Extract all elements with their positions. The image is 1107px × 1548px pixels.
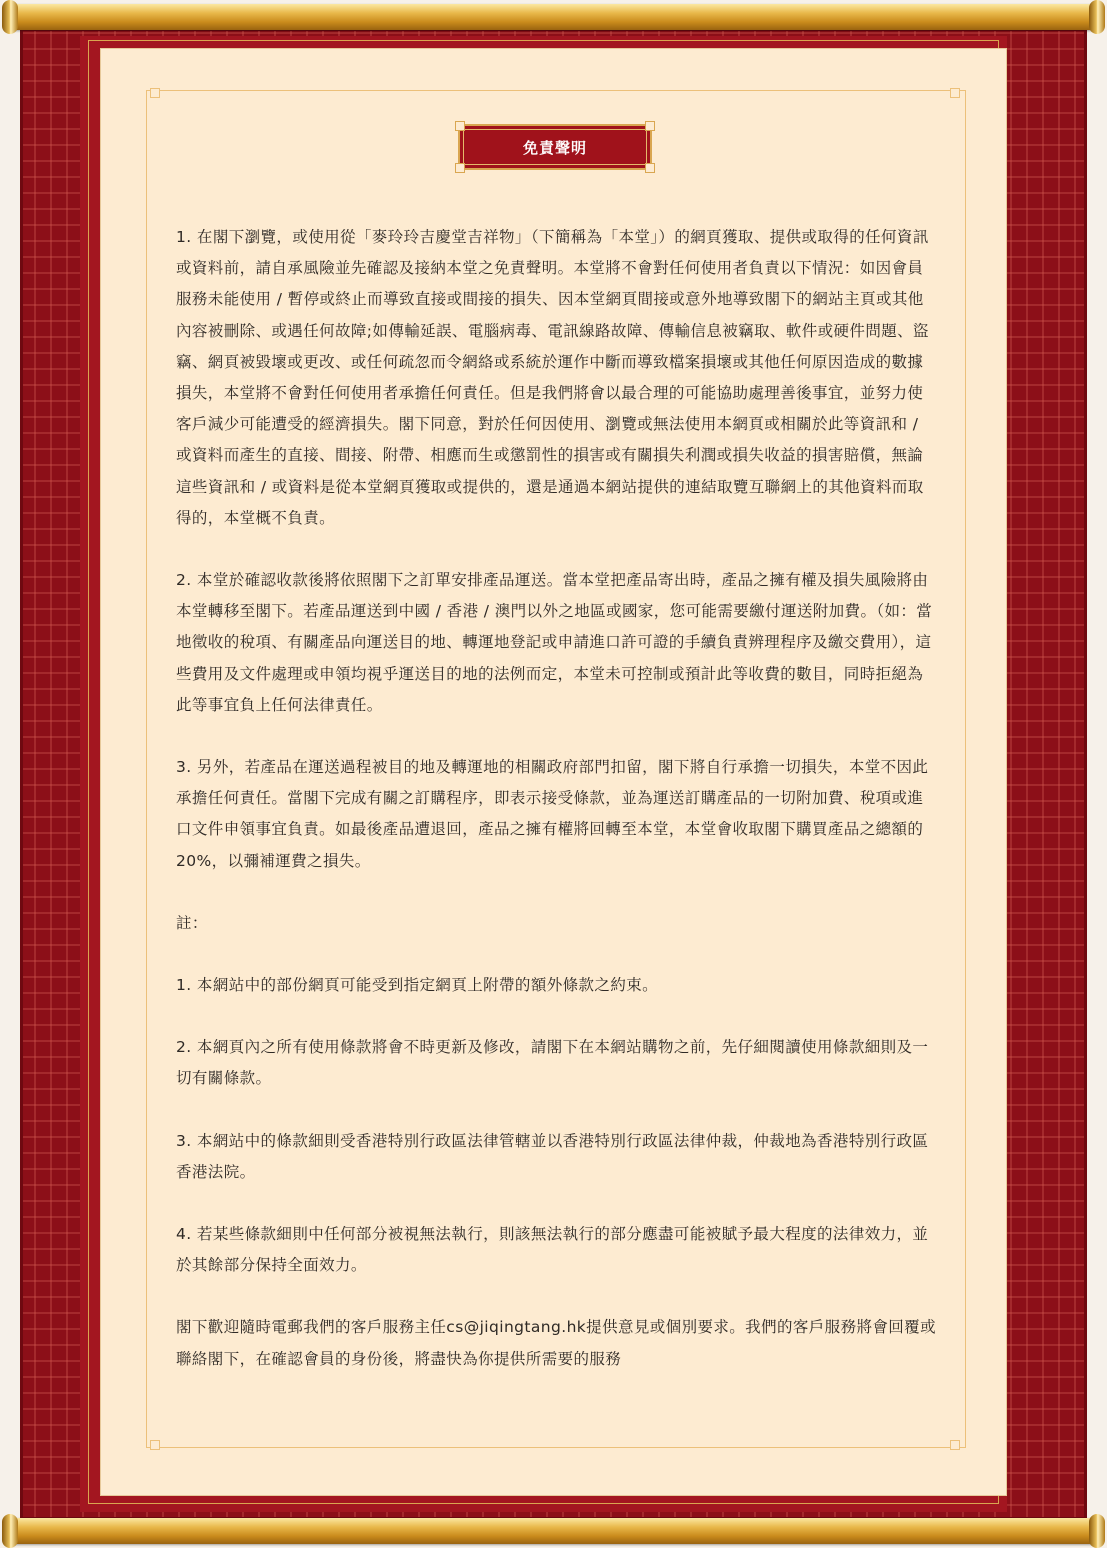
contact-paragraph: 閣下歡迎隨時電郵我們的客戶服務主任cs@jiqingtang.hk提供意見或個別要求。我們的客戶服務將會回覆或聯絡閣下，在確認會員的身份後，將盡快為你提供所需要的服務 <box>176 1318 936 1368</box>
top-scroll-rod <box>4 4 1103 30</box>
frame-corner-bl <box>150 1440 160 1450</box>
note-3: 3. 本網站中的條款細則受香港特別行政區法律管轄並以香港特別行政區法律仲裁，仲裁地為香港特別行政區香港法院。 <box>176 1131 929 1181</box>
rod-end-right <box>1089 0 1105 34</box>
rod-end-right <box>1089 1514 1105 1548</box>
badge-notch <box>645 163 655 173</box>
badge-notch <box>455 163 465 173</box>
bottom-scroll-rod <box>4 1518 1103 1544</box>
page-title-text: 免責聲明 <box>522 138 587 157</box>
paragraph-3: 3. 另外，若產品在運送過程被目的地及轉運地的相關政府部門扣留，閣下將自行承擔一切損失，本堂不因此承擔任何責任。當閣下完成有關之訂購程序，即表示接受條款，並為運送訂購產品的一切附加費、稅項或進口文件申領事宜負責。如最後產品遭退回，產品之擁有權將回轉至本堂，本堂會收取閣下購買產品之總額的20%，以彌補運費之損失。 <box>176 758 929 870</box>
rod-end-left <box>2 1514 18 1548</box>
badge-notch <box>455 121 465 131</box>
note-2: 2. 本網頁內之所有使用條款將會不時更新及修改，請閣下在本網站購物之前，先仔細閱讀使用條款細則及一切有關條款。 <box>176 1038 929 1088</box>
note-1: 1. 本網站中的部份網頁可能受到指定網頁上附帶的額外條款之約束。 <box>176 976 659 995</box>
note-label: 註： <box>176 913 208 932</box>
disclaimer-content <box>176 222 936 1375</box>
paragraph-1: 1. 在閣下瀏覽，或使用從「麥玲玲吉慶堂吉祥物」（下簡稱為「本堂」）的網頁獲取、提供或取得的任何資訊或資料前，請自承風險並先確認及接納本堂之免責聲明。本堂將不會對任何使用者負責以下情況：如因會員服務未能使用 / 暫停或終止而導致直接或間接的損失、因本堂網頁間接或意外地導致閣下的網站主頁或其他內容被刪除、或遇任何故障;如傳輸延誤、電腦病毒、電訊線路故障、傳輸信息被竊取、軟件或硬件問題、盜竊、網頁被毀壞或更改、或任何疏忽而令網絡或系統於運作中斷而導致檔案損壞或其他任何原因造成的數據損失，本堂將不會對任何使用者承擔任何責任。但是我們將會以最合理的可能協助處理善後事宜，並努力使客戶減少可能遭受的經濟損失。閣下同意，對於任何因使用、瀏覽或無法使用本網頁或相關於此等資訊和 / 或資料而產生的直接、間接、附帶、相應而生或懲罰性的損害或有關損失利潤或損失收益的損害賠償，無論這些資訊和 / 或資料是從本堂網頁獲取或提供的，還是通過本網站提供的連結取覽互聯網上的其他資料而取得的，本堂概不負責。 <box>176 228 929 527</box>
frame-corner-tl <box>150 88 160 98</box>
badge-notch <box>645 121 655 131</box>
note-4: 4. 若某些條款細則中任何部分被視無法執行，則該無法執行的部分應盡可能被賦予最大程度的法律效力，並於其餘部分保持全面效力。 <box>176 1225 929 1275</box>
paragraph-2: 2. 本堂於確認收款後將依照閣下之訂單安排產品運送。當本堂把產品寄出時，產品之擁有權及損失風險將由本堂轉移至閣下。若產品運送到中國 / 香港 / 澳門以外之地區或國家，您可能需要繳付運送附加費。（如：當地徵收的稅項、有關產品向運送目的地、轉運地登記或申請進口許可證的手續負責辨理程序及繳交費用），這些費用及文件處理或申領均視乎運送目的地的法例而定，本堂未可控制或預計此等收費的數目，同時拒絕為此等事宜負上任何法律責任。 <box>176 571 933 714</box>
page-title <box>458 124 652 170</box>
rod-end-left <box>2 0 18 34</box>
frame-corner-tr <box>950 88 960 98</box>
frame-corner-br <box>950 1440 960 1450</box>
